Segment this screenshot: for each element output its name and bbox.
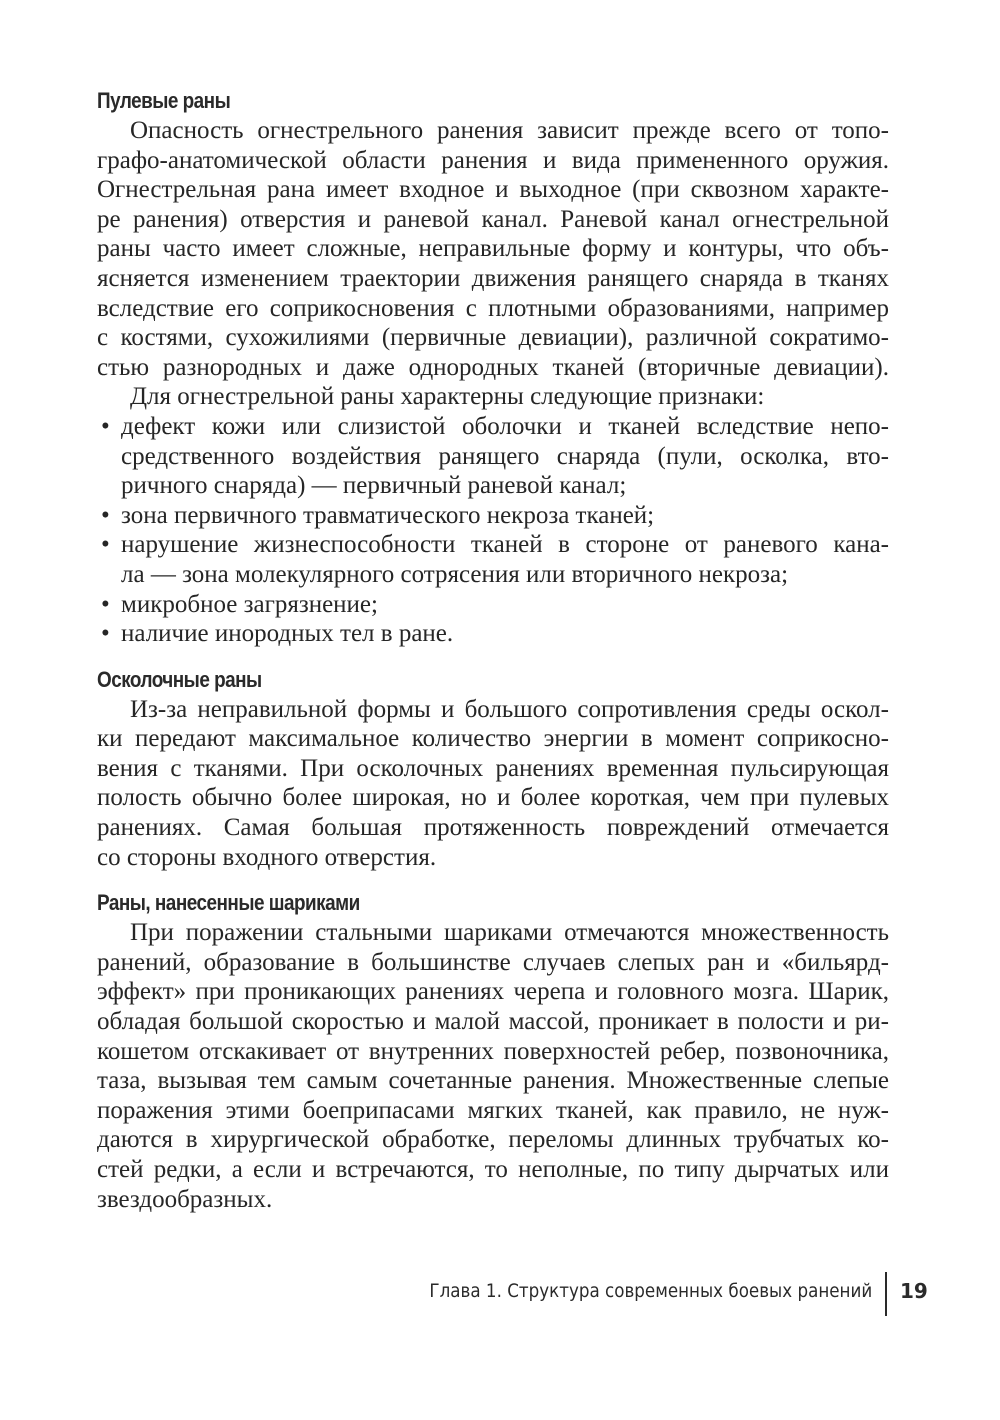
- text-line: стью разнородных и даже однородных тканей (вторичные девиации).: [97, 353, 889, 381]
- text-line: ре ранения) отверстия и раневой канал. Раневой канал огнестрельной: [97, 205, 889, 233]
- text-line: Опасность огнестрельного ранения зависит прежде всего от топо-: [130, 117, 889, 144]
- list-item: [97, 530, 889, 589]
- section-heading-fragment-wounds: Осколочные раны: [97, 666, 262, 692]
- text-line: зона первичного травматического некроза тканей;: [121, 501, 655, 529]
- text-line: вения с тканями. При осколочных ранениях временная пульсирующая: [97, 754, 889, 782]
- text-line: ранениях. Самая большая протяженность повреждений отмечается: [97, 814, 889, 842]
- text-line: вследствие его соприкосновения с плотными образованиями, например: [97, 294, 889, 322]
- list-item: [97, 590, 889, 620]
- text-line: ранений, образование в большинстве случаев слепых ран и «бильярд-: [97, 948, 889, 976]
- text-line: даются в хирургической обработке, переломы длинных трубчатых ко-: [97, 1126, 889, 1154]
- text-line: раны часто имеет сложные, неправильные форму и контуры, что объ-: [97, 235, 889, 263]
- text-line: средственного воздействия ранящего снаряда (пули, осколка, вто-: [121, 442, 889, 470]
- text-line: ла — зона молекулярного сотрясения или вторичного некроза;: [121, 560, 789, 588]
- footer-divider: [885, 1272, 887, 1316]
- text-line: звездообразных.: [97, 1185, 273, 1213]
- text-line: микробное загрязнение;: [121, 590, 378, 618]
- list-item: [97, 412, 889, 501]
- paragraph: [97, 116, 889, 382]
- paragraph: [97, 382, 889, 412]
- bullet-icon: •: [101, 620, 110, 648]
- text-line: ки передают максимальное количество энергии в момент соприкосно-: [97, 725, 889, 753]
- bullet-list: [97, 412, 889, 649]
- section-spacer: [97, 872, 889, 888]
- section-heading-ball-wounds: Раны, нанесенные шариками: [97, 890, 360, 916]
- text-line: полость обычно более широкая, но и более короткая, чем при пулевых: [97, 784, 889, 812]
- section-heading-bullet-wounds: Пулевые раны: [97, 88, 231, 113]
- text-line: стей редки, а если и встречаются, то неполные, по типу дырчатых или: [97, 1156, 889, 1183]
- text-line: кошетом отскакивает от внутренних поверхностей ребер, позвоночника,: [97, 1037, 889, 1065]
- text-line: нарушение жизнеспособности тканей в стороне от раневого кана-: [121, 531, 889, 559]
- paragraph: [97, 695, 889, 873]
- page-number: 19: [900, 1279, 928, 1303]
- text-line: Из-за неправильной формы и большого сопротивления среды оскол-: [130, 695, 889, 723]
- text-line: графо-анатомической области ранения и вида примененного оружия.: [97, 146, 889, 174]
- bullet-icon: •: [101, 501, 110, 529]
- bullet-icon: •: [101, 590, 110, 618]
- bullet-icon: •: [101, 412, 110, 440]
- text-line: Огнестрельная рана имеет входное и выходное (при сквозном характе-: [97, 176, 889, 204]
- page-body: [97, 86, 889, 1214]
- text-line: наличие инородных тел в ране.: [121, 620, 454, 648]
- text-line: При поражении стальными шариками отмечаются множественность: [130, 919, 889, 947]
- list-item: [97, 501, 889, 531]
- text-line: обладая большой скоростью и малой массой, проникает в полости и ри-: [97, 1008, 889, 1036]
- text-line: ясняется изменением траектории движения ранящего снаряда в тканях: [97, 264, 889, 292]
- text-line: Для огнестрельной раны характерны следующие признаки:: [130, 383, 765, 411]
- bullet-icon: •: [101, 531, 110, 559]
- text-line: поражения этими боеприпасами мягких тканей, как правило, не нуж-: [97, 1096, 889, 1124]
- list-item: [97, 619, 889, 649]
- paragraph: [97, 918, 889, 1214]
- section-spacer: [97, 649, 889, 665]
- running-title: Глава 1. Структура современных боевых ранений: [429, 1280, 872, 1302]
- text-line: эффект» при проникающих ранениях черепа и головного мозга. Шарик,: [97, 978, 889, 1006]
- page-footer: [0, 1272, 1000, 1316]
- text-line: таза, вызывая тем самым сочетанные ранения. Множественные слепые: [97, 1067, 889, 1095]
- text-line: дефект кожи или слизистой оболочки и тканей вследствие непо-: [121, 412, 889, 440]
- text-line: ричного снаряда) — первичный раневой канал;: [121, 472, 627, 500]
- text-line: с костями, сухожилиями (первичные девиации), различной сократимо-: [97, 324, 889, 352]
- text-line: со стороны входного отверстия.: [97, 843, 437, 871]
